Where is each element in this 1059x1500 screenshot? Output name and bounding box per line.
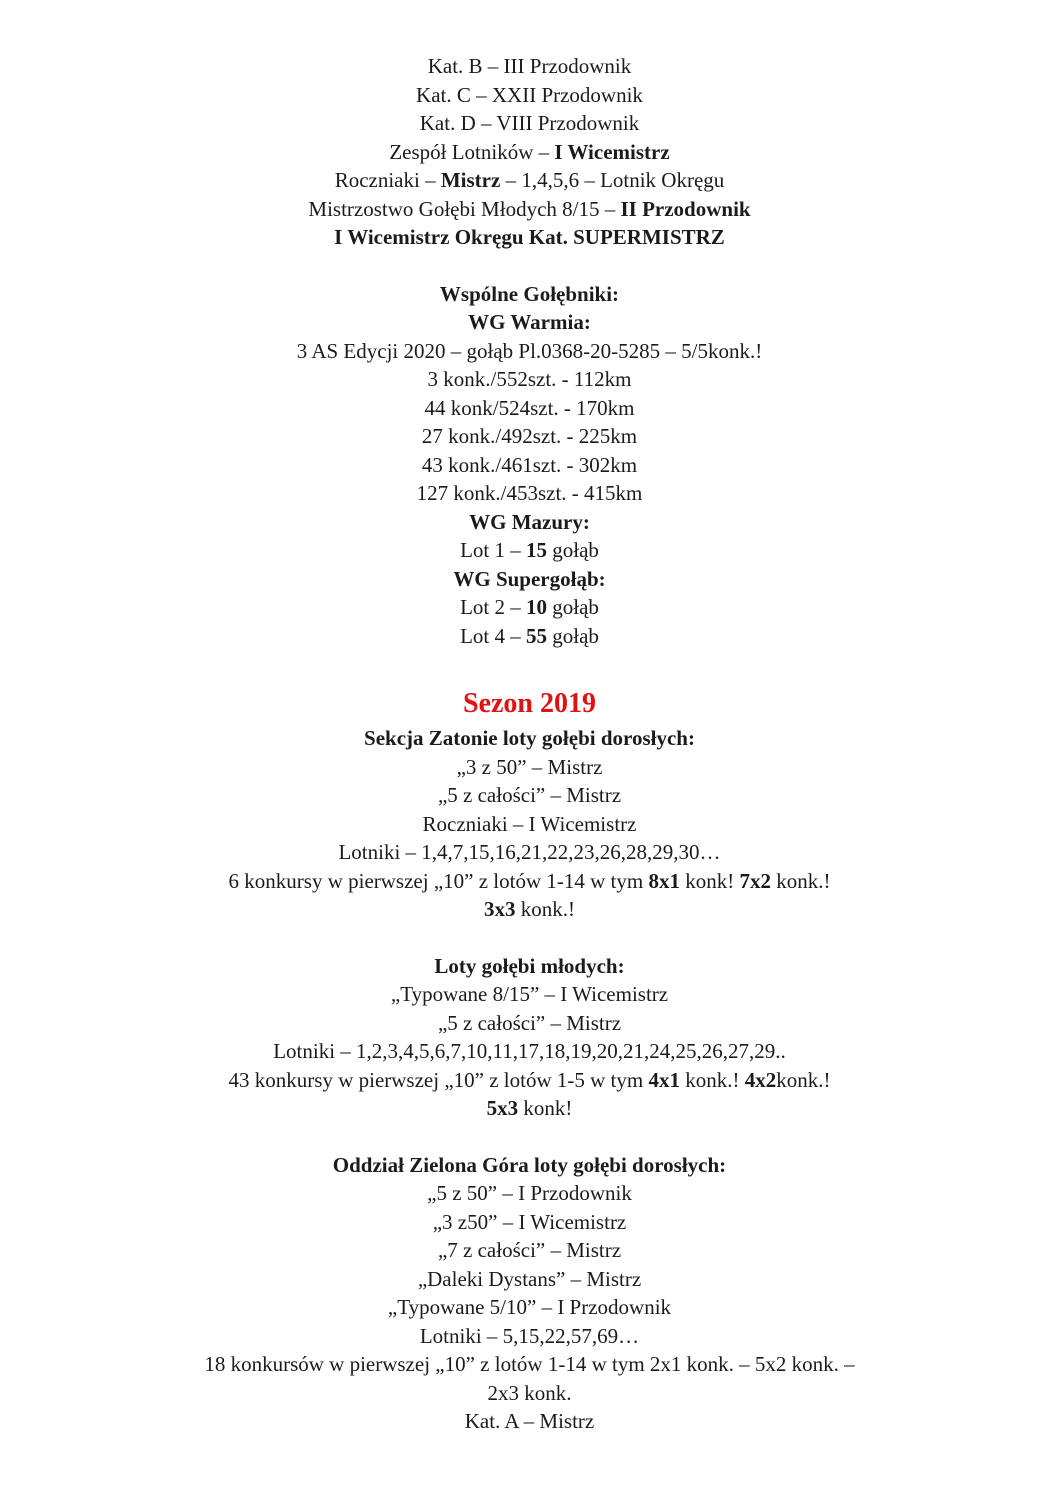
text-line: [0, 1094, 1059, 1123]
text-segment: konk!: [679, 868, 740, 893]
text-segment: konk.!: [770, 868, 831, 893]
text-segment: Lotniki – 1,4,7,15,16,21,22,23,26,28,29,30…: [338, 840, 721, 864]
text-segment: 127 konk./453szt. - 415km: [416, 481, 643, 505]
text-segment: Zespół Lotników –: [389, 139, 555, 164]
text-segment: 27 konk./492szt. - 225km: [421, 424, 638, 448]
text-segment: „Typowane 8/15” – I Wicemistrz: [390, 982, 669, 1006]
text-line: [0, 1179, 1059, 1208]
text-line: [0, 895, 1059, 924]
text-line: [0, 337, 1059, 366]
text-segment: konk.!: [515, 897, 575, 921]
text-segment: 4x1: [648, 1067, 680, 1092]
text-segment: WG Mazury:: [469, 509, 590, 534]
text-line: [0, 394, 1059, 423]
text-segment: Sekcja Zatonie loty gołębi dorosłych:: [364, 726, 695, 750]
text-line: [0, 1379, 1059, 1408]
text-segment: gołąb: [547, 595, 599, 619]
text-segment: 3x3: [484, 897, 516, 921]
text-line: [0, 1208, 1059, 1237]
text-segment: Loty gołębi młodych:: [434, 953, 625, 978]
text-segment: Mistrz: [440, 168, 501, 192]
text-line: [0, 1151, 1059, 1180]
text-segment: „Daleki Dystans” – Mistrz: [417, 1266, 642, 1291]
text-line: [0, 195, 1059, 224]
text-segment: 2x3 konk.: [487, 1380, 572, 1405]
text-line: [0, 980, 1059, 1009]
text-segment: 5x3: [486, 1096, 519, 1120]
text-segment: WG Warmia:: [468, 310, 591, 334]
text-line: [0, 479, 1059, 508]
text-line: [0, 1322, 1059, 1351]
text-segment: Roczniaki –: [334, 168, 441, 192]
text-line: [0, 451, 1059, 480]
text-segment: gołąb: [547, 538, 599, 562]
text-segment: Kat. C – XXII Przodownik: [416, 82, 643, 107]
text-line: [0, 166, 1059, 195]
text-segment: Mistrzostwo Gołębi Młodych 8/15 –: [308, 196, 621, 221]
text-segment: Kat. B – III Przodownik: [427, 54, 632, 78]
text-line: [0, 1236, 1059, 1265]
text-line: [0, 810, 1059, 839]
text-segment: gołąb: [547, 623, 599, 648]
text-segment: 8x1: [648, 868, 680, 893]
text-line: [0, 622, 1059, 651]
text-line: [0, 422, 1059, 451]
text-segment: Wspólne Gołębniki:: [439, 281, 620, 306]
text-segment: 7x2: [739, 868, 771, 893]
text-segment: 10: [526, 595, 547, 619]
text-line: [0, 593, 1059, 622]
text-line: [0, 308, 1059, 337]
text-segment: „5 z całości” – Mistrz: [437, 1010, 622, 1035]
text-segment: konk.!: [679, 1067, 745, 1092]
text-segment: 15: [526, 538, 547, 562]
text-segment: 4x2: [744, 1067, 777, 1092]
section-sezon-2019-sekcja-zatonie: [0, 678, 1059, 924]
text-line: [0, 1037, 1059, 1066]
text-line: [0, 1350, 1059, 1379]
text-segment: II Przodownik: [620, 196, 751, 221]
text-segment: Sezon 2019: [463, 688, 596, 719]
text-segment: Lot 2 –: [460, 595, 526, 619]
text-segment: I Wicemistrz Okręgu Kat. SUPERMISTRZ: [334, 225, 725, 249]
text-segment: „Typowane 5/10” – I Przodownik: [387, 1295, 672, 1319]
text-segment: Lot 4 –: [460, 623, 526, 648]
text-segment: „3 z50” – I Wicemistrz: [432, 1209, 627, 1234]
text-segment: konk.!: [776, 1067, 831, 1092]
text-segment: „5 z 50” – I Przodownik: [427, 1181, 632, 1205]
text-segment: Lotniki – 5,15,22,57,69…: [419, 1323, 640, 1348]
section-wspolne-golebniki: [0, 280, 1059, 651]
text-segment: WG Supergołąb:: [453, 566, 606, 591]
text-line: [0, 867, 1059, 896]
text-segment: 43 konk./461szt. - 302km: [421, 452, 638, 477]
section-oddzial-zielona-gora: [0, 1151, 1059, 1436]
text-segment: – 1,4,5,6 – Lotnik Okręgu: [500, 168, 725, 192]
text-segment: 55: [526, 623, 547, 648]
season-heading: [0, 678, 1059, 724]
text-line: [0, 753, 1059, 782]
text-segment: „3 z 50” – Mistrz: [456, 754, 603, 779]
text-line: [0, 52, 1059, 81]
section-achievements-top: [0, 52, 1059, 252]
text-segment: 18 konkursów w pierwszej „10” z lotów 1-14 w tym 2x1 konk. – 5x2 konk. –: [204, 1352, 855, 1376]
text-segment: 3 AS Edycji 2020 – gołąb Pl.0368-20-5285 – 5/5konk.!: [296, 338, 763, 363]
document-body: [0, 52, 1059, 1436]
text-segment: I Wicemistrz: [554, 139, 670, 164]
text-segment: Lot 1 –: [460, 538, 526, 562]
text-line: [0, 838, 1059, 867]
text-segment: „7 z całości” – Mistrz: [437, 1238, 622, 1262]
text-segment: 43 konkursy w pierwszej „10” z lotów 1-5 w tym: [228, 1067, 649, 1092]
text-segment: konk!: [518, 1096, 573, 1120]
text-line: [0, 1407, 1059, 1436]
text-segment: Kat. D – VIII Przodownik: [419, 111, 640, 135]
text-segment: Roczniaki – I Wicemistrz: [422, 811, 637, 836]
text-line: [0, 365, 1059, 394]
text-segment: „5 z całości” – Mistrz: [437, 783, 622, 807]
text-line: [0, 223, 1059, 252]
text-segment: Lotniki – 1,2,3,4,5,6,7,10,11,17,18,19,20,21,24,25,26,27,29..: [273, 1039, 786, 1063]
text-line: [0, 508, 1059, 537]
text-segment: 6 konkursy w pierwszej „10” z lotów 1-14 w tym: [228, 868, 649, 893]
text-segment: 44 konk/524szt. - 170km: [424, 395, 635, 420]
text-line: [0, 781, 1059, 810]
text-line: [0, 565, 1059, 594]
text-line: [0, 109, 1059, 138]
text-line: [0, 1009, 1059, 1038]
text-segment: Oddział Zielona Góra loty gołębi dorosłych:: [332, 1152, 727, 1177]
text-line: [0, 952, 1059, 981]
text-line: [0, 1293, 1059, 1322]
text-line: [0, 280, 1059, 309]
text-line: [0, 138, 1059, 167]
text-line: [0, 724, 1059, 753]
text-line: [0, 1265, 1059, 1294]
text-segment: Kat. A – Mistrz: [464, 1409, 595, 1433]
text-line: [0, 536, 1059, 565]
text-line: [0, 1066, 1059, 1095]
section-loty-golebi-mlodych: [0, 952, 1059, 1123]
text-segment: 3 konk./552szt. - 112km: [427, 367, 632, 391]
text-line: [0, 81, 1059, 110]
